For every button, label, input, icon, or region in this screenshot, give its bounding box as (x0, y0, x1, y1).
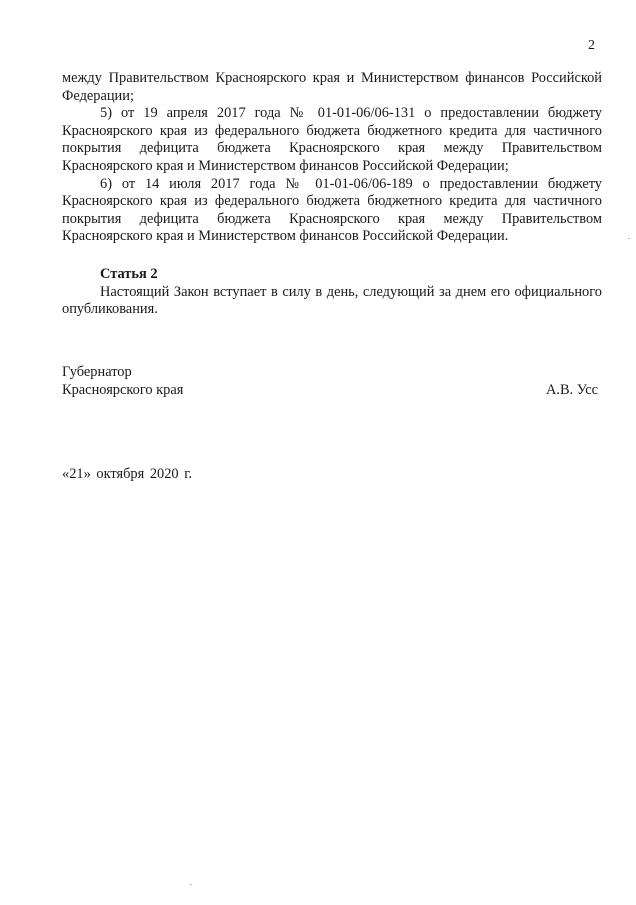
scan-speck (628, 238, 630, 239)
page-number: 2 (588, 38, 595, 53)
article-heading: Статья 2 (100, 265, 158, 282)
paragraph-continuation: между Правительством Красноярского края и Министерством финансов Российской Федерации; (62, 70, 602, 104)
signature-block (62, 364, 598, 399)
signature-name: А.В. Усс (545, 381, 598, 398)
article-text: Настоящий Закон вступает в силу в день, следующий за днем его официального опубликования. (62, 283, 602, 318)
signing-date: «21» октября 2020 г. (62, 466, 193, 482)
paragraph-item-5: 5) от 19 апреля 2017 года № 01-01-06/06-131 о предоставлении бюджету Красноярского края из федерального бюджета бюджетного кредита для частичного покрытия дефицита бюджета Красноярского края между Правительством Красноярского края и Министерством финансов Российской Федерации; (62, 105, 602, 174)
scan-speck (190, 884, 192, 885)
signature-title-line1: Губернатор (62, 364, 132, 380)
document-body (62, 70, 602, 319)
paragraph-item-6: 6) от 14 июля 2017 года № 01-01-06/06-189 о предоставлении бюджету Красноярского края из федерального бюджета бюджетного кредита для частичного покрытия дефицита бюджета Красноярского края между Правительством Красноярского края и Министерством финансов Российской Федерации. (62, 175, 602, 245)
signature-title-line2: Красноярского края (62, 381, 184, 398)
